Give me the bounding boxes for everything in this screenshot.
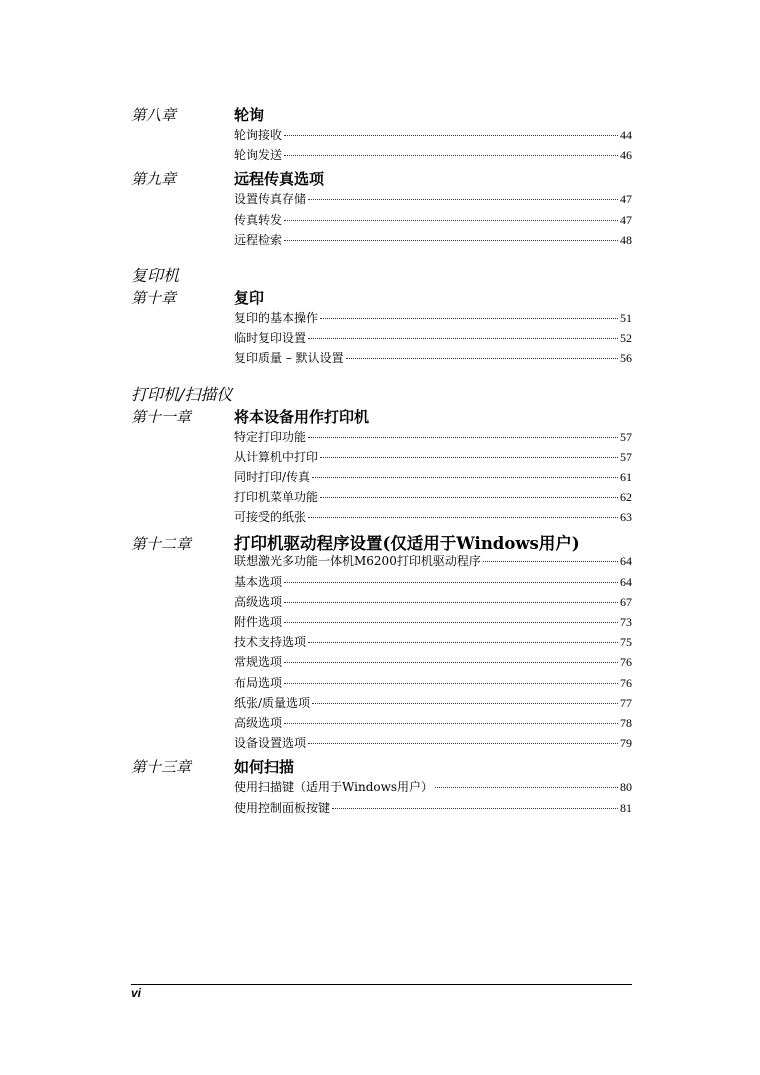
toc-entry-page: 67 <box>620 594 632 609</box>
toc-entry-page: 76 <box>620 655 632 670</box>
toc-entry[interactable] <box>234 309 632 329</box>
dot-leader <box>284 723 618 724</box>
toc-entry-title: 轮询发送 <box>234 148 283 163</box>
toc-entry-page: 46 <box>620 148 632 163</box>
dot-leader <box>308 642 618 643</box>
chapter-heading <box>131 406 632 428</box>
toc-entry-page: 64 <box>620 554 632 569</box>
dot-leader <box>320 318 618 319</box>
toc-entry[interactable] <box>234 428 632 448</box>
toc-entry-page: 56 <box>620 351 632 366</box>
chapter-number: 第十一章 <box>131 407 192 426</box>
toc-entry[interactable] <box>234 552 632 572</box>
toc-entry[interactable] <box>234 211 632 231</box>
dot-leader <box>308 338 618 339</box>
toc-entry[interactable] <box>234 653 632 673</box>
chapter-number: 第十二章 <box>131 535 192 554</box>
toc-entry-page: 48 <box>620 232 632 247</box>
chapter-heading <box>131 756 632 778</box>
footer-divider <box>131 984 632 985</box>
chapter-title[interactable]: 轮询 <box>234 106 265 124</box>
dot-leader <box>284 622 618 623</box>
chapter-title[interactable]: 远程传真选项 <box>234 170 325 189</box>
chapter-number: 第十章 <box>131 288 177 307</box>
toc-entry-title: 使用扫描键（适用于Windows用户） <box>234 780 434 795</box>
toc-entry[interactable] <box>234 508 632 528</box>
toc-entry[interactable] <box>234 448 632 468</box>
dot-leader <box>320 457 618 458</box>
dot-leader <box>483 561 618 562</box>
toc-entry-title: 纸张/质量选项 <box>234 695 311 710</box>
toc-entry-title: 基本选项 <box>234 574 283 589</box>
toc-entry[interactable] <box>234 146 632 166</box>
toc-entry[interactable] <box>234 633 632 653</box>
dot-leader <box>435 787 618 788</box>
toc-entry[interactable] <box>234 714 632 734</box>
dot-leader <box>284 135 618 136</box>
toc-entry-page: 62 <box>620 490 632 505</box>
toc-entry-page: 78 <box>620 715 632 730</box>
chapter-title[interactable]: 复印 <box>234 288 265 307</box>
section-title-copier: 复印机 <box>131 265 180 285</box>
toc-entry-title: 布局选项 <box>234 675 283 690</box>
dot-leader <box>284 662 618 663</box>
toc-entry-title: 联想激光多功能一体机M6200打印机驱动程序 <box>234 554 481 569</box>
toc-entry[interactable] <box>234 593 632 613</box>
toc-entry[interactable] <box>234 674 632 694</box>
dot-leader <box>308 517 618 518</box>
toc-entry-page: 80 <box>620 780 632 795</box>
chapter-title[interactable]: 打印机驱动程序设置(仅适用于Windows用户) <box>234 534 580 554</box>
toc-entry-title: 打印机菜单功能 <box>234 490 319 505</box>
table-of-contents <box>131 104 632 819</box>
toc-entry-page: 73 <box>620 615 632 629</box>
toc-entry[interactable] <box>234 190 632 210</box>
toc-entry-title: 轮询接收 <box>234 128 283 142</box>
dot-leader <box>284 220 618 221</box>
toc-entry-title: 远程检索 <box>234 232 283 247</box>
toc-entry[interactable] <box>234 613 632 633</box>
toc-entry[interactable] <box>234 573 632 593</box>
toc-entry-title: 特定打印功能 <box>234 429 307 444</box>
toc-entry-page: 64 <box>620 574 632 589</box>
dot-leader <box>332 808 618 809</box>
toc-entry-title: 高级选项 <box>234 715 283 730</box>
toc-entry-page: 81 <box>620 800 632 815</box>
toc-entry-page: 47 <box>620 192 632 207</box>
toc-entry-title: 设置传真存储 <box>234 192 307 207</box>
dot-leader <box>346 358 618 359</box>
chapter-heading <box>131 530 632 552</box>
toc-entry-page: 57 <box>620 429 632 444</box>
toc-entry-title: 设备设置选项 <box>234 736 307 751</box>
toc-entry-page: 47 <box>620 212 632 227</box>
toc-entry-page: 57 <box>620 449 632 464</box>
toc-entry-page: 63 <box>620 510 632 525</box>
chapter-heading <box>131 287 632 309</box>
toc-entry-title: 复印的基本操作 <box>234 310 319 325</box>
toc-entry[interactable] <box>234 468 632 488</box>
chapter-title[interactable]: 如何扫描 <box>234 758 295 777</box>
dot-leader <box>312 477 618 478</box>
toc-entry-page: 76 <box>620 675 632 690</box>
toc-entry-title: 高级选项 <box>234 594 283 609</box>
toc-entry-title: 传真转发 <box>234 212 283 227</box>
toc-entry-title: 复印质量 – 默认设置 <box>234 351 344 366</box>
toc-entry-page: 79 <box>620 736 632 751</box>
toc-entry[interactable] <box>234 799 632 819</box>
toc-entry-page: 44 <box>620 128 632 142</box>
chapter-heading <box>131 168 632 190</box>
toc-entry[interactable] <box>234 488 632 508</box>
dot-leader <box>308 437 618 438</box>
toc-entry-title: 使用控制面板按键 <box>234 800 331 815</box>
chapter-title[interactable]: 将本设备用作打印机 <box>234 407 370 426</box>
toc-entry-page: 51 <box>620 310 632 325</box>
toc-entry-title: 临时复印设置 <box>234 331 307 346</box>
dot-leader <box>308 199 618 200</box>
toc-entry-title: 常规选项 <box>234 655 283 670</box>
chapter-heading <box>131 104 632 126</box>
toc-entry[interactable] <box>234 778 632 798</box>
dot-leader <box>284 240 618 241</box>
toc-entry-title: 附件选项 <box>234 615 283 629</box>
toc-entry-title: 可接受的纸张 <box>234 510 307 525</box>
toc-entry-title: 从计算机中打印 <box>234 449 319 464</box>
toc-entry[interactable] <box>234 126 632 146</box>
toc-entry-page: 52 <box>620 331 632 346</box>
footer-page-number: vi <box>131 986 142 1000</box>
section-title-printer-scanner: 打印机/扫描仪 <box>131 384 233 404</box>
chapter-number: 第九章 <box>131 170 177 189</box>
dot-leader <box>284 582 618 583</box>
chapter-number: 第十三章 <box>131 758 192 777</box>
toc-entry[interactable] <box>234 694 632 714</box>
toc-entry-page: 75 <box>620 635 632 650</box>
toc-entry[interactable] <box>234 231 632 251</box>
dot-leader <box>320 497 618 498</box>
toc-entry[interactable] <box>234 329 632 349</box>
toc-entry-page: 77 <box>620 695 632 710</box>
dot-leader <box>284 683 618 684</box>
toc-entry-page: 61 <box>620 469 632 484</box>
chapter-number: 第八章 <box>131 106 177 124</box>
toc-entry-title: 技术支持选项 <box>234 635 307 650</box>
dot-leader <box>284 155 618 156</box>
dot-leader <box>312 703 618 704</box>
toc-entry[interactable] <box>234 734 632 754</box>
dot-leader <box>284 602 618 603</box>
dot-leader <box>308 743 618 744</box>
toc-entry-title: 同时打印/传真 <box>234 469 311 484</box>
toc-entry[interactable] <box>234 349 632 369</box>
